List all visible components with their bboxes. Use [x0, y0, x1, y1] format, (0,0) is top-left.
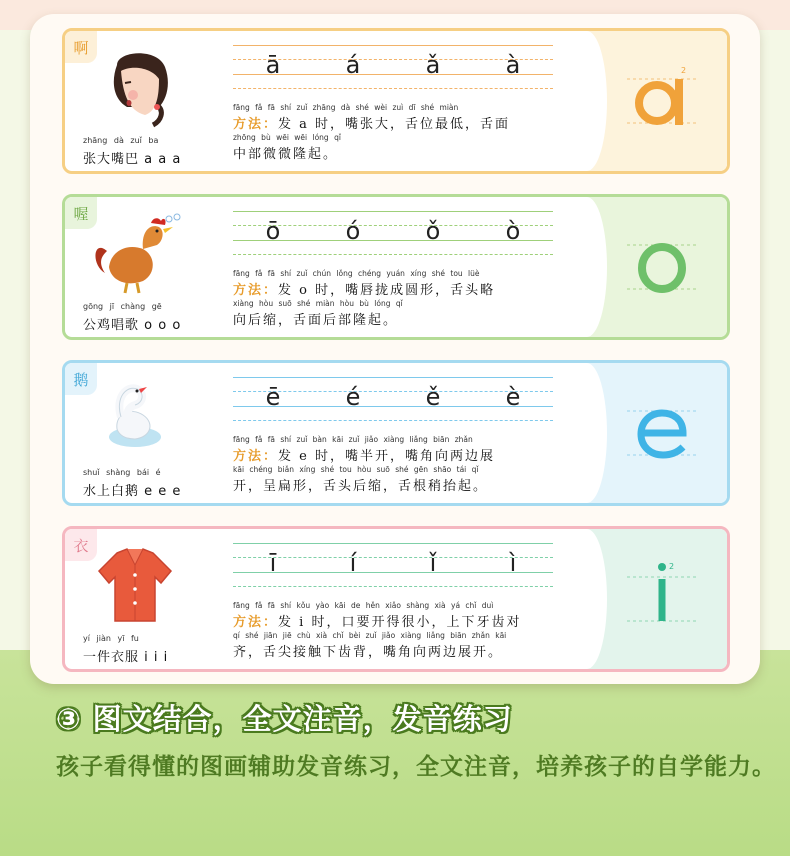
- caption-sound: a a a: [144, 152, 182, 167]
- letter-panel: [585, 363, 727, 503]
- tone-row: [233, 549, 553, 579]
- stroke-number: 2: [669, 562, 675, 571]
- tone-row: [233, 383, 553, 413]
- method-text: 发 i 时，口要开得很小，上下牙齿对: [278, 615, 522, 630]
- picture-pinyin: shuǐ shàng bái é: [83, 468, 161, 477]
- stroke-number: 2: [681, 66, 687, 75]
- letter-e-icon: [627, 393, 697, 473]
- tone-1: ī: [269, 549, 277, 577]
- picture-caption: [83, 314, 181, 333]
- picture-pinyin: yí jiàn yī fu: [83, 634, 139, 643]
- method-label: 方法：: [233, 117, 279, 132]
- method-label: 方法：: [233, 615, 279, 630]
- method-pinyin-2: xiàng hòu suō shé miàn hòu bù lóng qǐ: [233, 299, 403, 308]
- picture-caption: [83, 646, 168, 665]
- goose-icon: [87, 377, 183, 461]
- letter-o-icon: [627, 227, 697, 307]
- shirt-icon: [87, 543, 183, 627]
- card-o: [62, 194, 730, 340]
- card-i: [62, 526, 730, 672]
- tone-2: í: [349, 549, 357, 577]
- tone-1: ō: [265, 217, 281, 245]
- letter-a-icon: [627, 61, 697, 141]
- card-tag: 啊: [65, 31, 97, 63]
- method-pinyin-1: fāng fǎ fā shí zuǐ bàn kāi zuǐ jiǎo xiàng liǎng biān zhǎn: [233, 435, 473, 444]
- tone-4: ì: [509, 549, 517, 577]
- method-line-1: [233, 113, 510, 132]
- tone-4: ò: [505, 217, 521, 245]
- card-e: [62, 360, 730, 506]
- method-label: 方法：: [233, 283, 279, 298]
- method-pinyin-2: qí shé jiān jiē chù xià chǐ bèi zuǐ jiǎo xiàng liǎng biān zhǎn kāi: [233, 631, 507, 640]
- method-line-1: [233, 611, 521, 630]
- caption-text: 水上白鹅: [83, 484, 140, 499]
- method-text: 发 o 时，嘴唇拢成圆形，舌头略: [278, 283, 496, 298]
- caption-text: 公鸡唱歌: [83, 318, 140, 333]
- feature-headline: ③ 图文结合，全文注音，发音练习: [56, 702, 513, 736]
- method-line-1: [233, 279, 495, 298]
- picture-caption: [83, 148, 181, 167]
- method-text: 发 a 时，嘴张大，舌位最低，舌面: [278, 117, 511, 132]
- tone-3: ǒ: [425, 217, 441, 245]
- feature-description: 孩子看得懂的图画辅助发音练习，全文注音，培养孩子的自学能力。: [56, 754, 776, 780]
- picture-pinyin: zhāng dà zuǐ ba: [83, 136, 159, 145]
- picture-pinyin: gōng jī chàng gē: [83, 302, 162, 311]
- letter-panel: [585, 197, 727, 337]
- method-text: 发 e 时，嘴半开，嘴角向两边展: [278, 449, 495, 464]
- tone-2: é: [345, 383, 361, 411]
- method-pinyin-1: fāng fǎ fā shí kǒu yào kāi de hěn xiǎo shàng xià yá chǐ duì: [233, 601, 494, 610]
- caption-text: 张大嘴巴: [83, 152, 140, 167]
- method-line-2: 齐，舌尖接触下齿背，嘴角向两边展开。: [233, 645, 504, 660]
- method-line-2: 向后缩，舌面后部隆起。: [233, 313, 399, 328]
- method-pinyin-1: fāng fǎ fā shí zuǐ zhāng dà shé wèi zuì dī shé miàn: [233, 103, 459, 112]
- method-line-1: [233, 445, 495, 464]
- picture-caption: [83, 480, 181, 499]
- tone-1: ā: [265, 51, 281, 79]
- tone-row: [233, 51, 553, 81]
- tone-3: ǐ: [429, 549, 437, 577]
- letter-panel: [585, 529, 727, 669]
- method-label: 方法：: [233, 449, 279, 464]
- card-tag: 喔: [65, 197, 97, 229]
- caption-sound: i i i: [144, 650, 169, 665]
- tone-row: [233, 217, 553, 247]
- tone-4: è: [505, 383, 521, 411]
- method-pinyin-1: fāng fǎ fā shí zuǐ chún lǒng chéng yuán xíng shé tou lüè: [233, 269, 480, 278]
- method-pinyin-2: kāi chéng biǎn xíng shé tou hòu suō shé gēn shāo tái qǐ: [233, 465, 479, 474]
- tone-2: ó: [345, 217, 361, 245]
- letter-panel: [585, 31, 727, 171]
- card-tag: 鹅: [65, 363, 97, 395]
- method-line-2: 中部微微隆起。: [233, 147, 339, 162]
- girl-face-icon: [87, 45, 183, 129]
- rooster-icon: [87, 211, 183, 295]
- caption-text: 一件衣服: [83, 650, 140, 665]
- tone-3: ǎ: [425, 51, 441, 79]
- card-tag: 衣: [65, 529, 97, 561]
- card-a: [62, 28, 730, 174]
- caption-sound: e e e: [144, 484, 182, 499]
- letter-i-icon: [627, 559, 697, 639]
- tone-3: ě: [425, 383, 441, 411]
- tone-4: à: [505, 51, 521, 79]
- method-line-2: 开，呈扁形，舌头后缩，舌根稍抬起。: [233, 479, 489, 494]
- caption-sound: o o o: [144, 318, 182, 333]
- tone-1: ē: [265, 383, 281, 411]
- method-pinyin-2: zhōng bù wēi wēi lóng qǐ: [233, 133, 341, 142]
- tone-2: á: [345, 51, 361, 79]
